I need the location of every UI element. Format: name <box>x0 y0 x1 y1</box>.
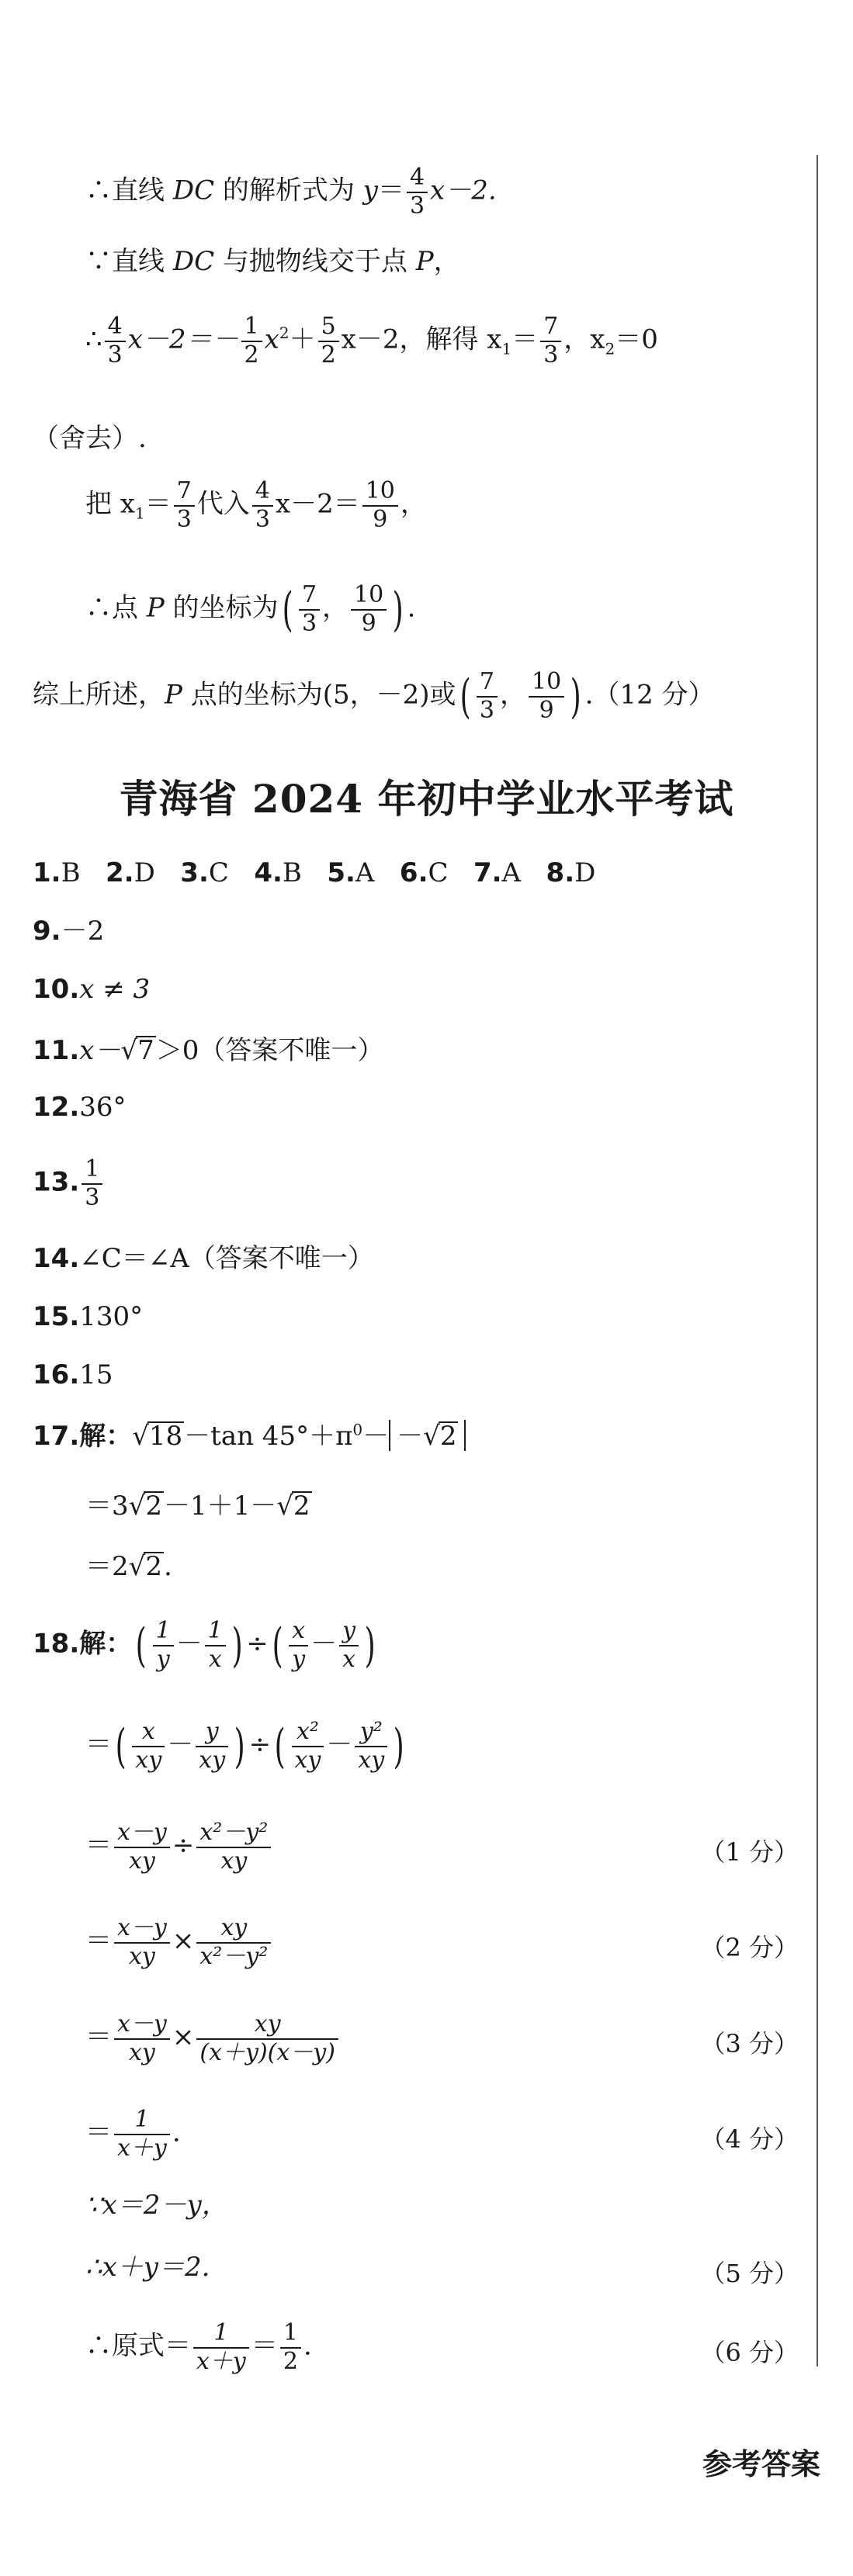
text: － <box>175 1628 203 1660</box>
fraction <box>351 582 387 637</box>
text: P <box>415 246 434 277</box>
fraction <box>280 2320 301 2375</box>
numerator: 7 <box>477 669 498 698</box>
fraction <box>407 164 428 220</box>
answer: B <box>61 857 81 888</box>
q17-line-2: ＝3√2－1＋1－√2 <box>85 1491 310 1522</box>
denominator: xy <box>129 1942 155 1970</box>
paren: ) <box>393 1719 405 1774</box>
q15 <box>33 1301 144 1332</box>
text: x－2，解得 x <box>341 324 502 355</box>
denominator: xy <box>199 1746 226 1774</box>
solution-line-7 <box>33 669 715 724</box>
text: ， <box>322 592 349 624</box>
answer: A <box>501 857 522 888</box>
denominator: 2 <box>244 341 259 369</box>
denominator: xy <box>135 1746 162 1774</box>
text: － <box>326 1729 353 1761</box>
text: ∵x＝2－y， <box>85 2190 228 2221</box>
text: DC <box>172 246 215 277</box>
fraction <box>289 1618 308 1673</box>
absolute-value: －√2 <box>389 1420 466 1451</box>
numerator: x－y <box>114 2011 170 2040</box>
denominator: 3 <box>85 1183 100 1211</box>
denominator: 3 <box>107 341 123 369</box>
denominator: y <box>292 1645 306 1673</box>
score-marker: （6 分） <box>700 2338 799 2367</box>
fraction <box>196 1819 271 1875</box>
paren: ( <box>459 669 471 724</box>
numerator: 1 <box>241 313 262 342</box>
paren: ) <box>364 1618 376 1673</box>
denominator: x²－y² <box>199 1942 269 1970</box>
text: ，x <box>563 324 605 355</box>
question-number: 15. <box>33 1301 80 1332</box>
numerator: 7 <box>174 478 195 507</box>
text: － <box>397 1421 424 1452</box>
q10 <box>33 974 151 1005</box>
fraction <box>193 2320 249 2375</box>
text: （舍去）. <box>33 423 147 454</box>
q13 <box>33 1156 105 1211</box>
text: ， <box>400 488 427 520</box>
numerator: y² <box>355 1719 387 1747</box>
denominator: 3 <box>301 609 317 637</box>
fraction <box>362 478 398 533</box>
question-number: 9. <box>33 916 61 947</box>
fraction <box>114 2011 170 2066</box>
numerator: 10 <box>351 582 387 611</box>
question-number: 5. <box>327 857 355 888</box>
text: ＝ <box>511 324 539 355</box>
q18-line-3 <box>85 1819 273 1875</box>
text: ＋ <box>289 324 316 355</box>
text: ＝0 <box>615 324 658 355</box>
numerator: 1 <box>193 2320 249 2349</box>
text: － <box>362 1421 390 1452</box>
q14 <box>33 1245 374 1272</box>
radicand: 2 <box>439 1421 457 1452</box>
numerator: 1 <box>280 2320 301 2349</box>
q18-line-9 <box>85 2320 312 2375</box>
q18-line-6 <box>85 2107 181 2162</box>
radicand: 2 <box>145 1491 162 1522</box>
denominator: xy <box>358 1746 385 1774</box>
text: . <box>407 592 416 624</box>
q16 <box>33 1359 113 1390</box>
solution-line-3 <box>85 313 658 369</box>
paren: ( <box>282 582 293 637</box>
fraction <box>196 2011 338 2066</box>
exponent: 0 <box>352 1420 363 1439</box>
question-number: 17. <box>33 1421 80 1452</box>
numerator: xy <box>196 1915 271 1944</box>
q17-line-1: 17.解：√18－tan $45^\circ+\pi^0- -√2$ <box>33 1420 466 1451</box>
text: 综上所述， <box>33 679 165 711</box>
text: . <box>172 2117 181 2148</box>
question-number: 12. <box>33 1092 80 1123</box>
radicand: 18 <box>148 1421 183 1452</box>
question-number: 7. <box>473 857 502 888</box>
fraction <box>81 1156 102 1211</box>
question-number: 4. <box>254 857 283 888</box>
text: － <box>167 1729 194 1761</box>
denominator: 3 <box>543 341 559 369</box>
denominator: x <box>208 1645 222 1673</box>
question-number: 3. <box>180 857 209 888</box>
text: 的坐标为 <box>164 592 279 624</box>
denominator: xy <box>129 1847 155 1875</box>
answer: 36° <box>79 1092 127 1123</box>
denominator: xy <box>220 1847 248 1875</box>
denominator: 3 <box>255 505 270 533</box>
numerator: x－y <box>114 1819 170 1848</box>
margin-rule <box>817 155 818 2367</box>
fraction <box>114 2107 170 2162</box>
numerator: 4 <box>407 164 428 193</box>
text: －tan 45°＋π <box>184 1421 353 1452</box>
denominator: 2 <box>321 341 336 369</box>
subscript: 1 <box>501 339 512 358</box>
numerator: xy <box>196 2011 338 2040</box>
denominator: x <box>342 1645 356 1673</box>
q11: 11.x－√7＞0（答案不唯一） <box>33 1035 384 1066</box>
text: P <box>165 679 182 711</box>
solution-line-4 <box>33 425 147 452</box>
solution-line-2 <box>85 248 460 275</box>
q18-line-7 <box>85 2190 228 2221</box>
denominator: (x＋y)(x－y) <box>199 2038 335 2066</box>
q18-line-2 <box>85 1719 408 1774</box>
text: ∴ <box>85 324 102 355</box>
text: y <box>362 175 378 206</box>
answer: ＞0（答案不唯一） <box>155 1035 384 1066</box>
text: 代入 <box>196 488 250 520</box>
numerator: 1 <box>114 2107 170 2135</box>
text: 把 x <box>85 488 135 520</box>
radicand: 7 <box>137 1035 154 1066</box>
question-number: 13. <box>33 1166 80 1198</box>
fraction <box>114 1819 170 1875</box>
fraction <box>292 1719 324 1774</box>
solution-line-6 <box>85 582 415 637</box>
text: ∴点 <box>85 592 147 624</box>
answer: D <box>133 857 155 888</box>
text: x－2＝－ <box>127 324 239 355</box>
text: －1＋1－ <box>163 1491 277 1522</box>
text: . <box>303 2330 312 2362</box>
answer: C <box>208 857 229 888</box>
answer: －2 <box>61 916 105 947</box>
fraction <box>196 1719 228 1774</box>
denominator: xy <box>294 1746 321 1774</box>
text: ＝ <box>85 1830 112 1861</box>
text: ＝2 <box>85 1551 129 1582</box>
text: x <box>264 324 279 355</box>
denominator: x＋y <box>196 2347 246 2375</box>
paren: ( <box>272 1618 283 1673</box>
text: ＝ <box>85 1729 112 1761</box>
answer: 130° <box>79 1301 144 1332</box>
answer: x ≠ 3 <box>79 974 151 1005</box>
numerator: 1 <box>205 1618 226 1646</box>
fraction <box>252 478 273 533</box>
answer: x－ <box>79 1035 121 1066</box>
question-number: 2. <box>106 857 134 888</box>
text: ＝3 <box>85 1491 129 1522</box>
question-number: 11. <box>33 1035 80 1066</box>
fraction <box>105 313 126 369</box>
text: ∴直线 <box>85 175 173 206</box>
denominator: y <box>156 1645 170 1673</box>
denominator: 3 <box>409 192 425 220</box>
numerator: 1 <box>81 1156 102 1185</box>
numerator: 10 <box>362 478 398 507</box>
fraction <box>153 1618 174 1673</box>
answer: B <box>282 857 302 888</box>
text: x－2＝ <box>275 488 360 520</box>
numerator: 10 <box>529 669 564 698</box>
paren: ( <box>274 1719 286 1774</box>
question-number: 16. <box>33 1359 80 1390</box>
fraction <box>477 669 498 724</box>
question-number: 10. <box>33 974 80 1005</box>
text: ∴原式＝ <box>85 2330 191 2362</box>
q9 <box>33 916 105 947</box>
text: x－2. <box>430 175 497 206</box>
section-title: 青海省 2024 年初中学业水平考试 <box>119 776 734 822</box>
denominator: 3 <box>176 505 192 533</box>
mc-answers <box>33 857 596 888</box>
numerator: y <box>339 1618 359 1646</box>
text: 与抛物线交于点 <box>214 246 416 277</box>
fraction <box>241 313 262 369</box>
text: . <box>163 1551 172 1582</box>
radicand: 2 <box>293 1491 310 1522</box>
paren: ) <box>231 1618 243 1673</box>
denominator: x＋y <box>117 2134 167 2162</box>
fraction <box>540 313 561 369</box>
text: ∴x＋y＝2. <box>85 2252 210 2283</box>
fraction <box>174 478 195 533</box>
text: DC <box>172 175 215 206</box>
radicand: 2 <box>145 1551 162 1582</box>
denominator: 3 <box>479 696 495 724</box>
text: ＝ <box>85 2021 112 2053</box>
paren: ( <box>135 1618 147 1673</box>
text: ＝ <box>377 175 404 206</box>
denominator: 9 <box>373 505 388 533</box>
fraction <box>299 582 320 637</box>
fraction <box>318 313 339 369</box>
text: .（12 分） <box>584 679 715 711</box>
answer: A <box>355 857 375 888</box>
text: ， <box>433 246 460 277</box>
page-footer: 参考答案 <box>702 2447 820 2481</box>
paren: ) <box>570 669 581 724</box>
numerator: 4 <box>252 478 273 507</box>
denominator: 9 <box>539 696 554 724</box>
score-marker: （1 分） <box>700 1837 799 1867</box>
solution-label: 解： <box>79 1421 133 1452</box>
text: ÷ <box>246 1628 269 1660</box>
text: － <box>310 1628 338 1660</box>
numerator: x <box>289 1618 308 1646</box>
text: ＝ <box>85 1925 112 1957</box>
text: ＝ <box>251 2330 278 2362</box>
question-number: 8. <box>546 857 575 888</box>
answer: 15 <box>79 1359 113 1390</box>
answer: D <box>574 857 596 888</box>
text: ＝ <box>85 2117 112 2148</box>
subscript: 1 <box>134 504 145 523</box>
numerator: 7 <box>299 582 320 611</box>
text: ， <box>500 679 527 711</box>
denominator: 9 <box>361 609 376 637</box>
fraction <box>196 1915 271 1970</box>
subscript: 2 <box>605 339 615 358</box>
text: P <box>146 592 165 624</box>
fraction <box>355 1719 387 1774</box>
text: ＝ <box>144 488 172 520</box>
q18-line-1 <box>33 1618 380 1673</box>
fraction <box>529 669 564 724</box>
score-marker: （4 分） <box>700 2124 799 2154</box>
q18-line-5 <box>85 2011 341 2066</box>
numerator: x <box>132 1719 165 1747</box>
score-marker: （3 分） <box>700 2029 799 2058</box>
fraction <box>339 1618 359 1673</box>
numerator: 7 <box>540 313 561 342</box>
numerator: 4 <box>105 313 126 342</box>
question-number: 6. <box>399 857 428 888</box>
question-number: 14. <box>33 1243 80 1274</box>
denominator: 2 <box>283 2347 298 2375</box>
exponent: 2 <box>279 324 290 343</box>
fraction <box>132 1719 165 1774</box>
text: 点的坐标为(5，－2)或 <box>182 679 456 711</box>
score-marker: （5 分） <box>700 2259 799 2288</box>
question-number: 1. <box>33 857 61 888</box>
solution-label: 解： <box>79 1628 133 1660</box>
q17-line-3: ＝2√2. <box>85 1551 172 1582</box>
question-number: 18. <box>33 1628 80 1660</box>
numerator: x²－y² <box>196 1819 271 1848</box>
denominator: xy <box>129 2038 155 2066</box>
numerator: x－y <box>114 1915 170 1944</box>
text: 的解析式为 <box>214 175 363 206</box>
text: ÷ <box>172 1830 195 1861</box>
q18-line-4 <box>85 1915 273 1970</box>
score-marker: （2 分） <box>700 1933 799 1962</box>
answer: C <box>428 857 449 888</box>
paren: ) <box>392 582 404 637</box>
fraction <box>205 1618 226 1673</box>
q12 <box>33 1092 127 1123</box>
q18-line-8 <box>85 2252 210 2283</box>
answer: ∠C＝∠A（答案不唯一） <box>79 1243 374 1274</box>
numerator: y <box>196 1719 228 1747</box>
text: ∵直线 <box>85 246 173 277</box>
solution-line-5 <box>85 478 427 533</box>
fraction <box>114 1915 170 1970</box>
text: ÷ <box>248 1729 272 1761</box>
solution-line-1 <box>85 164 497 220</box>
text: × <box>172 1925 195 1957</box>
paren: ( <box>115 1719 127 1774</box>
paren: ) <box>234 1719 245 1774</box>
numerator: 1 <box>153 1618 174 1646</box>
numerator: x² <box>292 1719 324 1747</box>
numerator: 5 <box>318 313 339 342</box>
text: × <box>172 2021 195 2053</box>
